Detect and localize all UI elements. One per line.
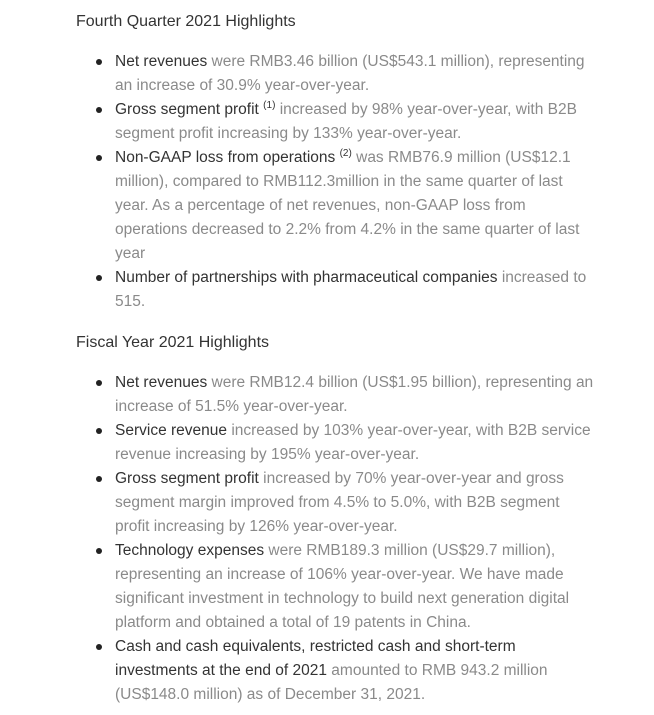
highlight-text: were RMB12.4 billion (US$1.95 billion), representing an increase of 51.5% year-over-year. [115,374,594,415]
fy-item-service-revenue [96,419,596,467]
fy-item-gross-segment-profit [96,467,596,539]
fy-highlights-title: Fiscal Year 2021 Highlights [76,334,270,351]
highlight-lead: Technology expenses [115,542,265,559]
bullet-icon [96,428,102,434]
footnote-marker: (1) [263,100,276,111]
q4-item-partnerships [96,266,596,314]
bullet-icon [96,476,102,482]
highlight-text: increased by 98% year-over-year, with B2B segment profit increasing by 133% year-over-year. [115,101,577,142]
highlight-text: increased by 103% year-over-year, with B2B service revenue increasing by 195% year-over-year. [115,422,591,463]
q4-item-gross-segment-profit [96,98,596,146]
fy-highlights-list [96,371,596,707]
highlight-lead: Non-GAAP loss from operations [115,149,336,166]
highlight-text: were RMB189.3 million (US$29.7 million), representing an increase of 106% year-over-year. We have made significant investment in technology to build next generation digital platform and obtained a total of 19 patents in China. [115,542,570,631]
highlight-lead: Gross segment profit [115,470,259,487]
highlight-text: amounted to RMB 943.2 million (US$148.0 million) as of December 31, 2021. [115,662,548,703]
bullet-icon [96,107,102,113]
bullet-icon [96,644,102,650]
highlight-text: were RMB3.46 billion (US$543.1 million), representing an increase of 30.9% year-over-year. [115,53,585,94]
bullet-icon [96,155,102,161]
q4-highlights-title: Fourth Quarter 2021 Highlights [76,13,296,30]
highlight-lead: Gross segment profit [115,101,259,118]
bullet-icon [96,548,102,554]
highlight-lead: Net revenues [115,374,208,391]
highlight-text: increased by 70% year-over-year and gross segment margin improved from 4.5% to 5.0%, with B2B segment profit increasing by 126% year-over-year. [115,470,564,535]
highlight-lead: Service revenue [115,422,228,439]
fy-item-net-revenues [96,371,596,419]
bullet-icon [96,59,102,65]
bullet-icon [96,380,102,386]
highlight-lead: Net revenues [115,53,208,70]
highlight-text: increased to 515. [115,269,587,310]
q4-item-non-gaap-loss [96,146,596,266]
bullet-icon [96,275,102,281]
fy-item-technology-expenses [96,539,596,635]
highlight-lead: Number of partnerships with pharmaceutical companies [115,269,498,286]
highlight-text: was RMB76.9 million (US$12.1 million), compared to RMB112.3million in the same quarter of last year. As a percentage of net revenues, non-GAAP loss from operations decreased to 2.2% from 4.2% in the same quarter of last year [115,149,580,262]
q4-highlights-list [96,50,596,314]
highlight-lead: Cash and cash equivalents, restricted cash and short-term investments at the end of 2021 [115,638,516,679]
q4-item-net-revenues [96,50,596,98]
fy-item-cash [96,635,596,707]
footnote-marker: (2) [339,148,352,159]
